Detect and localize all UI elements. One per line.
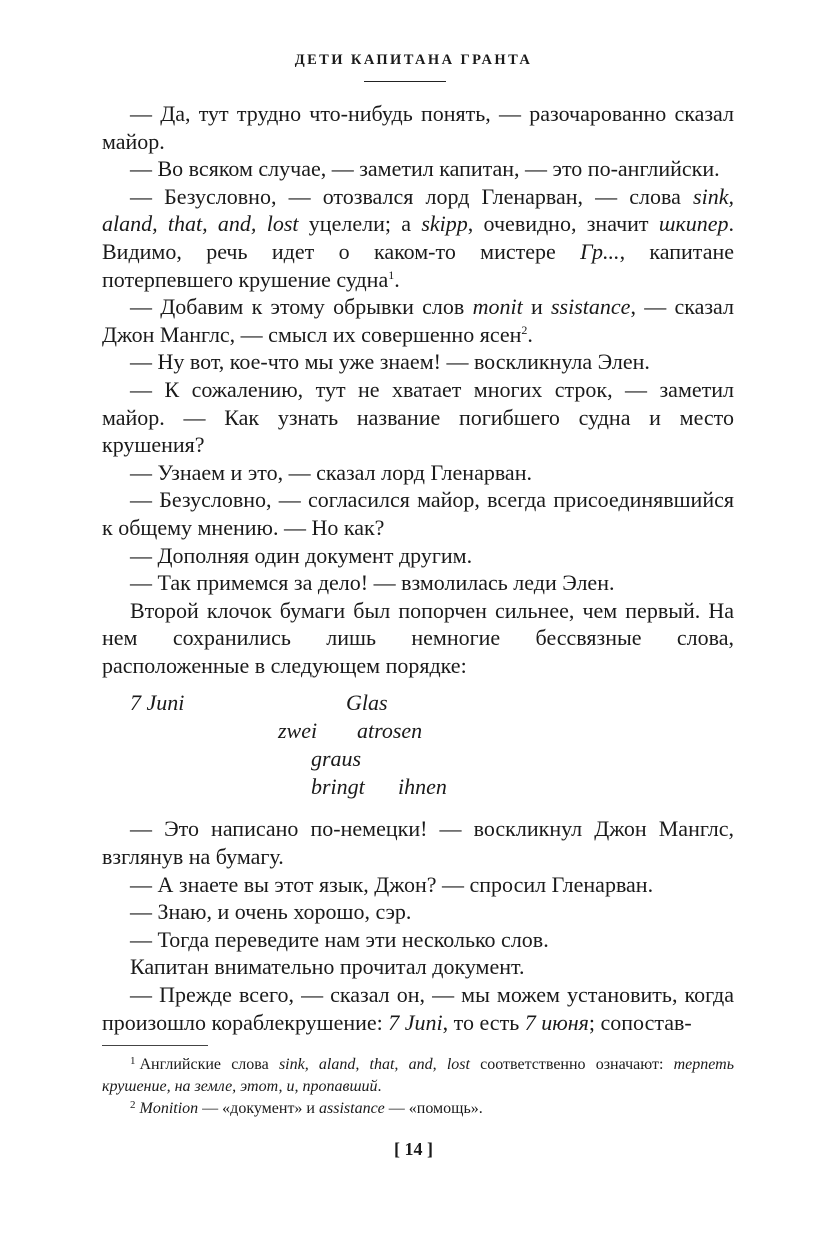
fragment-word: atrosen — [357, 718, 423, 744]
footnote: $^1$ Английские слова sink, aland, that, and, lost соответственно означают: терпеть крушение, на земле, этот, и, пропавший. — [102, 1055, 734, 1095]
paragraph: — К сожалению, тут не хватает многих строк, — заметил майор. — Как узнать название погибшего судна и место крушения? — [102, 376, 734, 458]
paragraph: Второй клочок бумаги был попорчен сильнее, чем первый. На нем сохранились лишь немногие бессвязные слова, расположенные в следующем порядке: — [102, 597, 734, 678]
paragraph: — Так примемся за дело! — взмолилась леди Элен. — [130, 570, 615, 596]
paragraph: — А знаете вы этот язык, Джон? — спросил Гленарван. — [130, 871, 654, 897]
footnotes — [102, 1054, 734, 1120]
paragraph: Капитан внимательно прочитал документ. — [130, 954, 525, 980]
paragraph: — Безусловно, — отозвался лорд Гленарван, — слова sink, aland, that, and, lost уцелели; а skipp, очевидно, значит шкипер. Видимо, речь идет о каком-то мистере Гр..., капитане потерпевшего крушение судна$^1$. — [102, 183, 735, 292]
paragraph: — Да, тут трудно что-нибудь понять, — разочарованно сказал майор. — [102, 101, 734, 154]
paragraph: — Ну вот, кое-что мы уже знаем! — воскликнула Элен. — [130, 349, 650, 375]
footnote-rule — [102, 1045, 208, 1046]
footnote-ref: 1 — [388, 267, 395, 282]
footnote-ref: 2 — [521, 322, 528, 337]
paragraph: — Знаю, и очень хорошо, сэр. — [130, 899, 412, 925]
paragraph: — Дополняя один документ другим. — [130, 542, 473, 568]
running-header: ДЕТИ КАПИТАНА ГРАНТА — [294, 52, 533, 68]
fragment-word: ihnen — [398, 774, 447, 800]
paragraph: — Прежде всего, — сказал он, — мы можем установить, когда произошло кораблекрушение: 7 Juni, то есть 7 июня; сопостав- — [102, 982, 734, 1035]
document-fragment — [102, 689, 734, 801]
footnote: $^2$ Monition — «документ» и assistance — «помощь». — [130, 1099, 483, 1117]
body-text — [102, 100, 734, 1036]
paragraph: — Узнаем и это, — сказал лорд Гленарван. — [130, 459, 532, 485]
fragment-word: bringt — [311, 774, 365, 800]
paragraph: — Во всяком случае, — заметил капитан, — это по-английски. — [130, 156, 720, 182]
fragment-word: graus — [311, 746, 362, 772]
page-number: [ 14 ] — [394, 1139, 433, 1159]
paragraph: — Добавим к этому обрывки слов monit и ssistance, — сказал Джон Манглс, — смысл их совершенно ясен$^2$. — [102, 294, 734, 347]
fragment-word: Glas — [346, 690, 388, 716]
paragraph: — Тогда переведите нам эти несколько слов. — [130, 926, 549, 952]
fragment-word: zwei — [278, 718, 318, 744]
paragraph: — Безусловно, — согласился майор, всегда присоединявшийся к общему мнению. — Но как? — [102, 487, 734, 540]
header-rule — [364, 81, 446, 82]
fragment-word: 7 Juni — [130, 690, 185, 716]
paragraph: — Это написано по-немецки! — воскликнул Джон Манглс, взглянув на бумагу. — [102, 816, 734, 870]
